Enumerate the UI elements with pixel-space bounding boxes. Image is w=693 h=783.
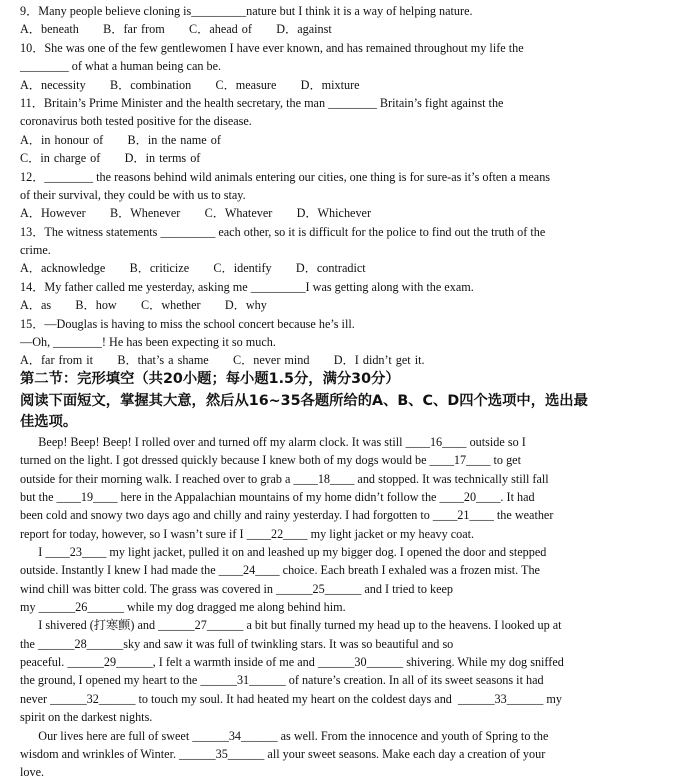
passage-line: I ____23____ my light jacket, pulled it on and leashed up my bigger dog. I opened the door and stepped bbox=[20, 545, 547, 559]
question-10-options: A．necessity B．combination C．measure D．mixture bbox=[20, 78, 360, 92]
passage-line: report for today, however, so I wasn’t sure if I ____22____ my light jacket or my heavy coat. bbox=[20, 527, 475, 541]
passage-line: spirit on the darkest nights. bbox=[20, 710, 153, 724]
passage-line: turned on the light. I got dressed quickly because I knew both of my dogs would be ____17____ to get bbox=[20, 453, 521, 467]
question-13-stem-cont: crime. bbox=[20, 243, 51, 257]
question-9-stem: 9．Many people believe cloning is_________nature but I think it is a way of helping nature. bbox=[20, 4, 473, 18]
passage-line: outside. Instantly I knew I had made the ____24____ choice. Each breath I exhaled was a frozen mist. The bbox=[20, 563, 540, 577]
passage-line: peaceful. ______29______, I felt a warmth inside of me and ______30______ shivering. While my dog sniffed bbox=[20, 655, 564, 669]
question-9-options: A．beneath B．far from C．ahead of D．against bbox=[20, 22, 332, 36]
question-13-options: A．acknowledge B．criticize C．identify D．contradict bbox=[20, 261, 366, 275]
question-15-stem: 15．—Douglas is having to miss the school concert because he’s ill. bbox=[20, 317, 355, 331]
passage-line: never ______32______ to touch my soul. It had heated my heart on the coldest days and ______33______ my bbox=[20, 692, 562, 706]
passage-line: outside for their morning walk. I reached over to grab a ____18____ and stopped. It was technically still fall bbox=[20, 472, 549, 486]
question-12-options: A．However B．Whenever C．Whatever D．Whichever bbox=[20, 206, 372, 220]
passage-line: Our lives here are full of sweet ______34______ as well. From the innocence and youth of Spring to the bbox=[20, 729, 549, 743]
passage-line: my ______26______ while my dog dragged me along behind him. bbox=[20, 600, 346, 614]
passage-line: but the ____19____ here in the Appalachian mountains of my home didn’t follow the ____20____. It had bbox=[20, 490, 535, 504]
question-15-options: A．far from it B．that’s a shame C．never mind D．I didn’t get it. bbox=[20, 353, 425, 367]
question-13-stem: 13．The witness statements _________ each other, so it is difficult for the police to find out the truth of the bbox=[20, 225, 546, 239]
passage-line: I shivered (打寒颤) and ______27______ a bit but finally turned my head up to the heavens. I looked up at bbox=[20, 618, 562, 632]
question-15-dialogue: —Oh, ________! He has been expecting it so much. bbox=[20, 335, 276, 349]
section-instruction: 阅读下面短文，掌握其大意，然后从16~35各题所给的A、B、C、D四个选项中，选出最 bbox=[20, 393, 588, 409]
passage-line: wind chill was bitter cold. The grass was covered in ______25______ and I tried to keep bbox=[20, 582, 454, 596]
passage-line: been cold and snowy two days ago and chilly and rainy yesterday. I had forgotten to ____21____ the weather bbox=[20, 508, 554, 522]
question-12-stem-cont: of their survival, they could be with us to stay. bbox=[20, 188, 246, 202]
question-10-stem: 10．She was one of the few gentlewomen I have ever known, and has remained throughout my life the bbox=[20, 41, 524, 55]
section-instruction-cont: 佳选项。 bbox=[20, 414, 78, 430]
passage-line: wisdom and wrinkles of Winter. ______35______ all your sweet seasons. Make each day a creation of your bbox=[20, 747, 546, 761]
question-11-options-cont: C．in charge of D．in terms of bbox=[20, 151, 201, 165]
question-11-stem-cont: coronavirus both tested positive for the disease. bbox=[20, 114, 252, 128]
passage-line: the ground, I opened my heart to the ______31______ of nature’s creation. In all of its sweet seasons it had bbox=[20, 673, 544, 687]
question-10-stem-cont: ________ of what a human being can be. bbox=[20, 59, 222, 73]
question-14-stem: 14．My father called me yesterday, asking me _________I was getting along with the exam. bbox=[20, 280, 474, 294]
passage-line: the ______28______sky and saw it was full of twinkling stars. It was so beautiful and so bbox=[20, 637, 454, 651]
question-11-options: A．in honour of B．in the name of bbox=[20, 133, 221, 147]
passage-line: Beep! Beep! Beep! I rolled over and turned off my alarm clock. It was still ____16____ outside so I bbox=[20, 435, 526, 449]
question-14-options: A．as B．how C．whether D．why bbox=[20, 298, 267, 312]
question-11-stem: 11．Britain’s Prime Minister and the health secretary, the man ________ Britain’s fight against the bbox=[20, 96, 504, 110]
question-12-stem: 12．________ the reasons behind wild animals entering our cities, one thing is for sure-as it’s often a means bbox=[20, 170, 551, 184]
section-heading: 第二节：完形填空（共20小题；每小题1.5分，满分30分） bbox=[20, 371, 400, 387]
passage-line: love. bbox=[20, 765, 45, 779]
